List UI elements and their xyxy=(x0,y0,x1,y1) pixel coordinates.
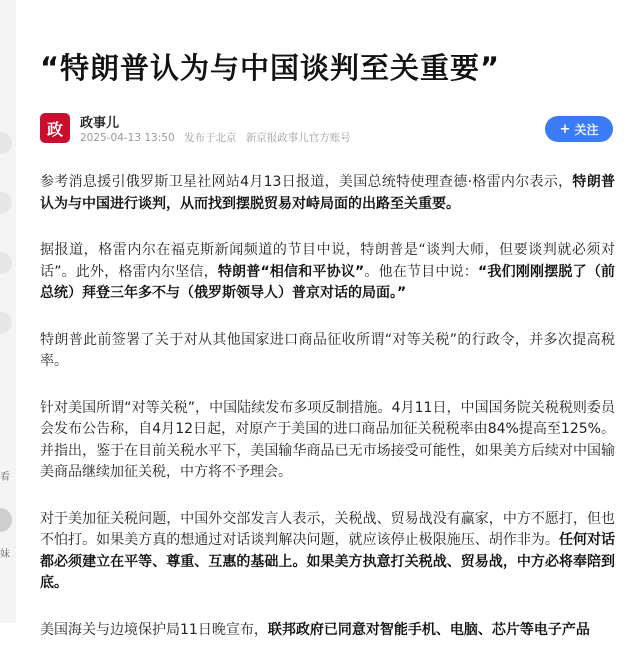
follow-label: 关注 xyxy=(574,122,599,137)
paragraph-text: 参考消息援引俄罗斯卫星社网站4月13日报道，美国总统特使理查德·格雷内尔表示， xyxy=(40,174,573,190)
paragraph-text: 对于美加征关税问题，中国外交部发言人表示，关税战、贸易战没有赢家，中方不愿打，但也不怕打。如果美方真的想通过对话谈判解决问题，就应该停止极限施压、胡作非为。 xyxy=(40,510,615,548)
article-paragraph xyxy=(40,172,615,215)
paragraph-text: 。他在节目中说： xyxy=(364,263,479,280)
author-avatar[interactable] xyxy=(40,113,70,143)
paragraph-text: 美国海关与边境保护局11日晚宣布， xyxy=(40,621,268,638)
rail-action-icon[interactable] xyxy=(0,192,12,214)
paragraph-text: 特朗普此前签署了关于对从其他国家进口商品征收所谓“对等关税”的行政令，并多次提高税率。 xyxy=(40,331,615,369)
article-paragraph xyxy=(40,240,615,305)
article-title: “特朗普认为与中国谈判至关重要” xyxy=(40,51,501,85)
article-paragraph xyxy=(40,509,615,595)
rail-action-icon[interactable] xyxy=(0,132,12,154)
avatar-text: 政 xyxy=(46,119,63,139)
publish-date: 2025-04-13 13:50 xyxy=(80,132,175,144)
left-rail xyxy=(0,0,16,623)
article-body xyxy=(40,172,615,666)
rail-label: 妹 xyxy=(0,549,10,560)
emphasis-text: 任何对话都必须建立在平等、尊重、互惠的基础上。如果美方执意打关税战、贸易战，中方必将奉陪到底。 xyxy=(40,532,616,591)
emphasis-text: 特朗普认为与中国进行谈判，从而找到摆脱贸易对峙局面的出路至关重要。 xyxy=(40,174,616,212)
author-meta xyxy=(80,130,357,145)
account-description: 新京报政事儿官方账号 xyxy=(245,132,351,144)
author-bar xyxy=(40,112,615,148)
publish-location: 发布于北京 xyxy=(183,132,237,144)
emphasis-text: 特朗普“相信和平协议” xyxy=(217,263,365,280)
rail-action-icon[interactable] xyxy=(0,252,12,274)
follow-button[interactable] xyxy=(545,116,613,142)
paragraph-text: 针对美国所谓“对等关税”，中国陆续发布多项反制措施。4月11日，中国国务院关税税则委员会发布公告称，自4月12日起，对原产于美国的进口商品加征关税税率由84%提高至125%。并指出，鉴于在目前关税水平下，美国输华商品已无市场接受可能性，如果美方后续对中国输美商品继续加征关税，中方将不予理会。 xyxy=(40,399,615,480)
rail-avatar[interactable] xyxy=(0,508,12,532)
paragraph-text: 据报道，格雷内尔在福克斯新闻频道的节目中说，特朗普是“谈判大师，但要谈判就必须对话”。此外，格雷内尔坚信， xyxy=(40,242,615,280)
article-paragraph xyxy=(40,398,615,484)
author-name[interactable]: 政事儿 xyxy=(80,116,120,131)
emphasis-text: 联邦政府已同意对智能手机、电脑、芯片等电子产品 xyxy=(267,621,590,638)
rail-label: 看 xyxy=(0,472,10,483)
emphasis-text: “我们刚刚摆脱了（前总统）拜登三年多不与（俄罗斯领导人）普京对话的局面。” xyxy=(40,263,616,301)
article-paragraph xyxy=(40,330,615,373)
plus-icon: + xyxy=(559,121,571,137)
rail-action-icon[interactable] xyxy=(0,312,12,334)
